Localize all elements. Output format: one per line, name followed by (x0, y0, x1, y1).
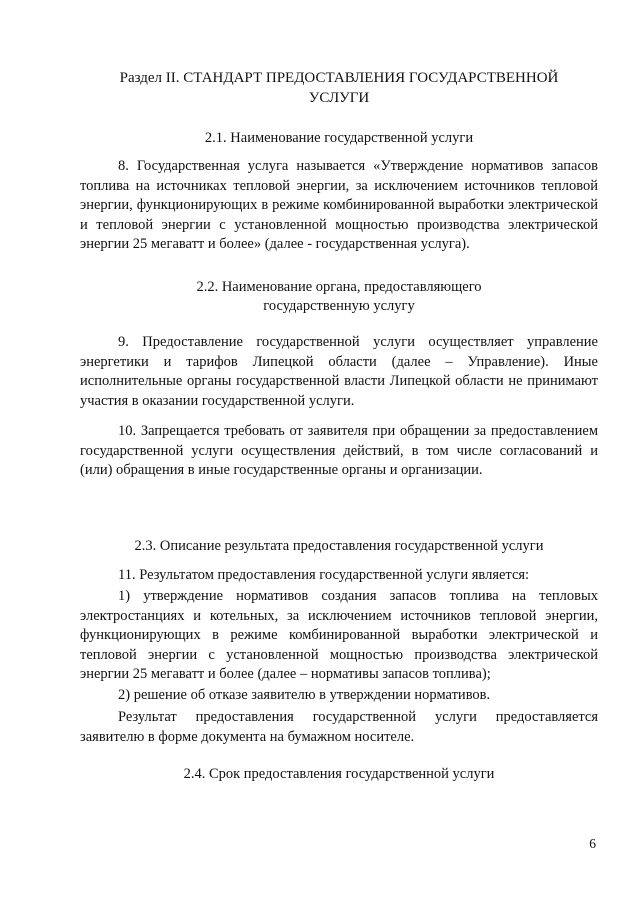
paragraph-11: 11. Результатом предоставления государственной услуги является: (118, 567, 530, 583)
list-item-2: 2) решение об отказе заявителю в утверждении нормативов. (118, 687, 491, 703)
list-item-1: 1) утверждение нормативов создания запасов топлива на тепловых электростанциях и котельных, за исключением источников тепловой энергии, функционирующих в режиме комбинированной выработки электрической и тепловой энергии с установленной мощностью производства электрической энергии 25 мегаватт и более (далее – нормативы запасов топлива); (80, 588, 598, 682)
heading-2-2-line2: государственную услугу (263, 298, 415, 314)
paragraph-10: 10. Запрещается требовать от заявителя при обращении за предоставлением государственной услуги осуществления действий, в том числе согласований и (или) обращения в иные государственные органы и организации. (80, 423, 598, 478)
heading-2-2-line1: 2.2. Наименование органа, предоставляющего (196, 279, 482, 295)
heading-2-1: 2.1. Наименование государственной услуги (204, 130, 474, 146)
paragraph-9: 9. Предоставление государственной услуги осуществляет управление энергетики и тарифов Липецкой области (далее – Управление). Иные исполнительные органы государственной власти Липецкой области не принимают участия в оказании государственной услуги. (80, 334, 598, 409)
section-title (80, 68, 598, 108)
section-title-line1: Раздел II. СТАНДАРТ ПРЕДОСТАВЛЕНИЯ ГОСУДАРСТВЕННОЙ (119, 70, 559, 86)
heading-2-4: 2.4. Срок предоставления государственной услуги (183, 766, 495, 782)
section-title-line2: УСЛУГИ (308, 90, 370, 106)
paragraph-8: 8. Государственная услуга называется «Утверждение нормативов запасов топлива на источниках тепловой энергии, за исключением источников тепловой энергии, функционирующих в режиме комбинированной выработки электрической и тепловой энергии с установленной мощностью производства электрической энергии 25 мегаватт и более» (далее - государственная услуга). (80, 158, 598, 252)
page-number: 6 (589, 836, 596, 851)
document-page (80, 0, 598, 905)
heading-2-3: 2.3. Описание результата предоставления государственной услуги (134, 538, 544, 554)
result-paragraph: Результат предоставления государственной услуги предоставляется заявителю в форме документа на бумажном носителе. (80, 709, 598, 745)
heading-2-2 (80, 278, 598, 316)
